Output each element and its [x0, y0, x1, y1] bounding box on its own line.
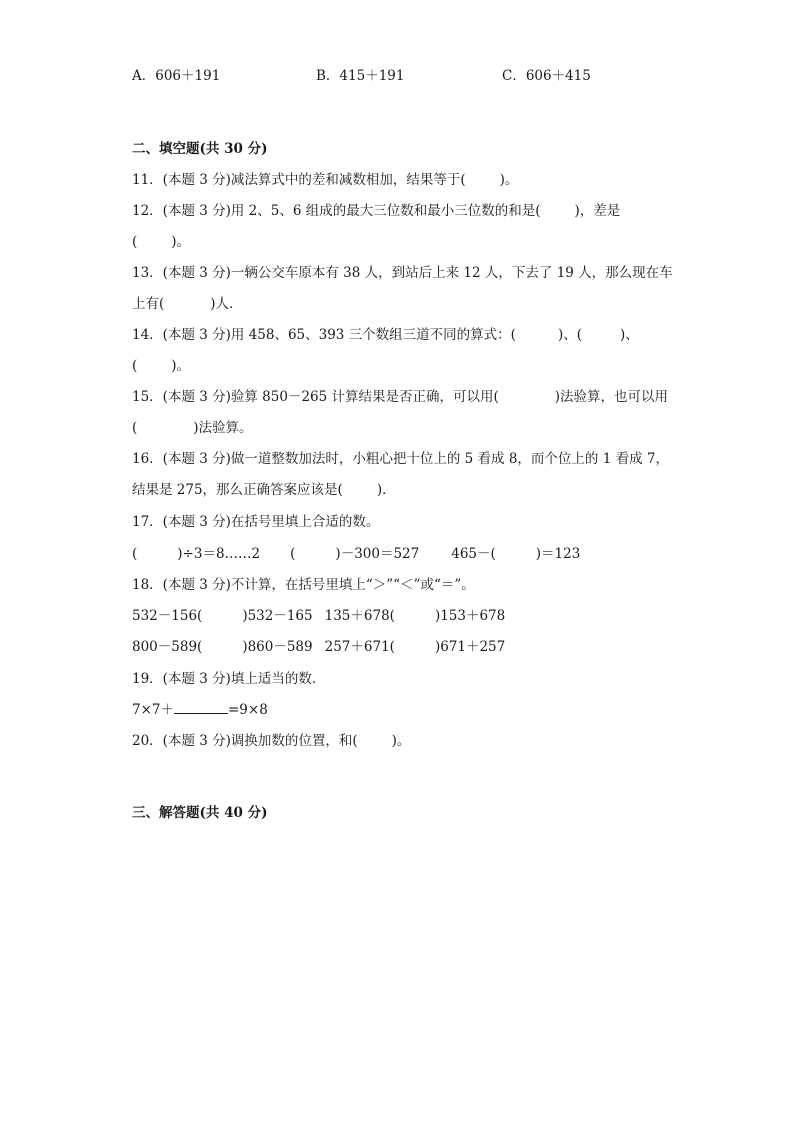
q17-e2a: ( — [290, 546, 296, 562]
section-3-title: 三、解答题(共 40 分) — [132, 805, 268, 821]
q16-end: )． — [376, 482, 396, 498]
option-a: A．606＋191 — [132, 68, 221, 84]
q18-r2c: 257＋671( — [324, 639, 395, 655]
question-11 — [132, 171, 518, 189]
q12-mid: )，差是 — [574, 203, 621, 219]
q11-text: 11．(本题 3 分)减法算式中的差和减数相加，结果等于( — [132, 172, 466, 188]
question-14-line2 — [132, 357, 190, 375]
q14-open: ( — [132, 358, 138, 374]
question-12-line2 — [132, 233, 190, 251]
question-17: 17．(本题 3 分)在括号里填上合适的数。 — [132, 514, 380, 530]
q19-expr-a: 7×7＋ — [132, 702, 174, 718]
q11-end: )。 — [499, 172, 519, 188]
q19-expr-b: =9×8 — [228, 702, 268, 718]
question-14 — [132, 326, 639, 344]
q14-sep2: )、 — [620, 327, 639, 343]
q14-end: )。 — [171, 358, 191, 374]
q14-sep: )、( — [557, 327, 582, 343]
q13-end: )人． — [210, 296, 243, 312]
q18-r2b: )860－589 — [242, 639, 313, 655]
question-19-expr — [132, 701, 268, 719]
question-12 — [132, 202, 620, 220]
question-16-line2 — [132, 481, 396, 499]
q12-text: 12．(本题 3 分)用 2、5、6 组成的最大三位数和最小三位数的和是( — [132, 203, 541, 219]
question-20 — [132, 732, 410, 750]
question-15-line2 — [132, 419, 253, 437]
q17-e1a: ( — [132, 546, 138, 562]
q17-e1b: )÷3＝8……2 — [177, 546, 261, 562]
q18-r2a: 800－589( — [132, 639, 203, 655]
question-19: 19．(本题 3 分)填上适当的数． — [132, 671, 326, 687]
q12-open: ( — [132, 234, 138, 250]
q15-end: )法验算。 — [193, 420, 253, 436]
q17-e3b: )＝123 — [535, 546, 581, 562]
q18-r1c: 135＋678( — [324, 608, 395, 624]
question-18-row1 — [132, 607, 505, 625]
q15-mid: )法验算，也可以用 — [554, 389, 669, 405]
question-18: 18．(本题 3 分)不计算，在括号里填上“＞”“＜”或“＝”。 — [132, 577, 475, 593]
q18-r1d: )153＋678 — [434, 608, 506, 624]
q17-e3a: 465－( — [451, 546, 496, 562]
q18-r1b: )532－165 — [242, 608, 313, 624]
question-18-row2 — [132, 638, 505, 656]
option-c: C．606＋415 — [502, 68, 591, 84]
q15-open: ( — [132, 420, 138, 436]
question-13: 13．(本题 3 分)一辆公交车原本有 38 人，到站后上来 12 人，下去了 19 人，那么现在车 — [132, 265, 673, 281]
q15-text: 15．(本题 3 分)验算 850－265 计算结果是否正确，可以用( — [132, 389, 499, 405]
q20-text: 20．(本题 3 分)调换加数的位置，和( — [132, 733, 358, 749]
q16-line2: 结果是 275，那么正确答案应该是( — [132, 482, 343, 498]
q18-r1a: 532－156( — [132, 608, 203, 624]
q12-end: )。 — [171, 234, 191, 250]
question-17-exprs — [132, 545, 580, 563]
q18-r2d: )671＋257 — [434, 639, 506, 655]
q20-end: )。 — [391, 733, 411, 749]
question-16: 16．(本题 3 分)做一道整数加法时，小粗心把十位上的 5 看成 8，而个位上的 1 看成 7， — [132, 451, 669, 467]
q17-e2b: )－300＝527 — [335, 546, 420, 562]
question-15 — [132, 388, 668, 406]
section-2-title: 二、填空题(共 30 分) — [132, 141, 268, 157]
q13-line2: 上有( — [132, 296, 165, 312]
question-13-line2 — [132, 295, 243, 313]
q14-text: 14．(本题 3 分)用 458、65、393 三个数组三道不同的算式：( — [132, 327, 516, 343]
answer-blank — [174, 701, 228, 714]
option-b: B．415＋191 — [316, 68, 405, 84]
